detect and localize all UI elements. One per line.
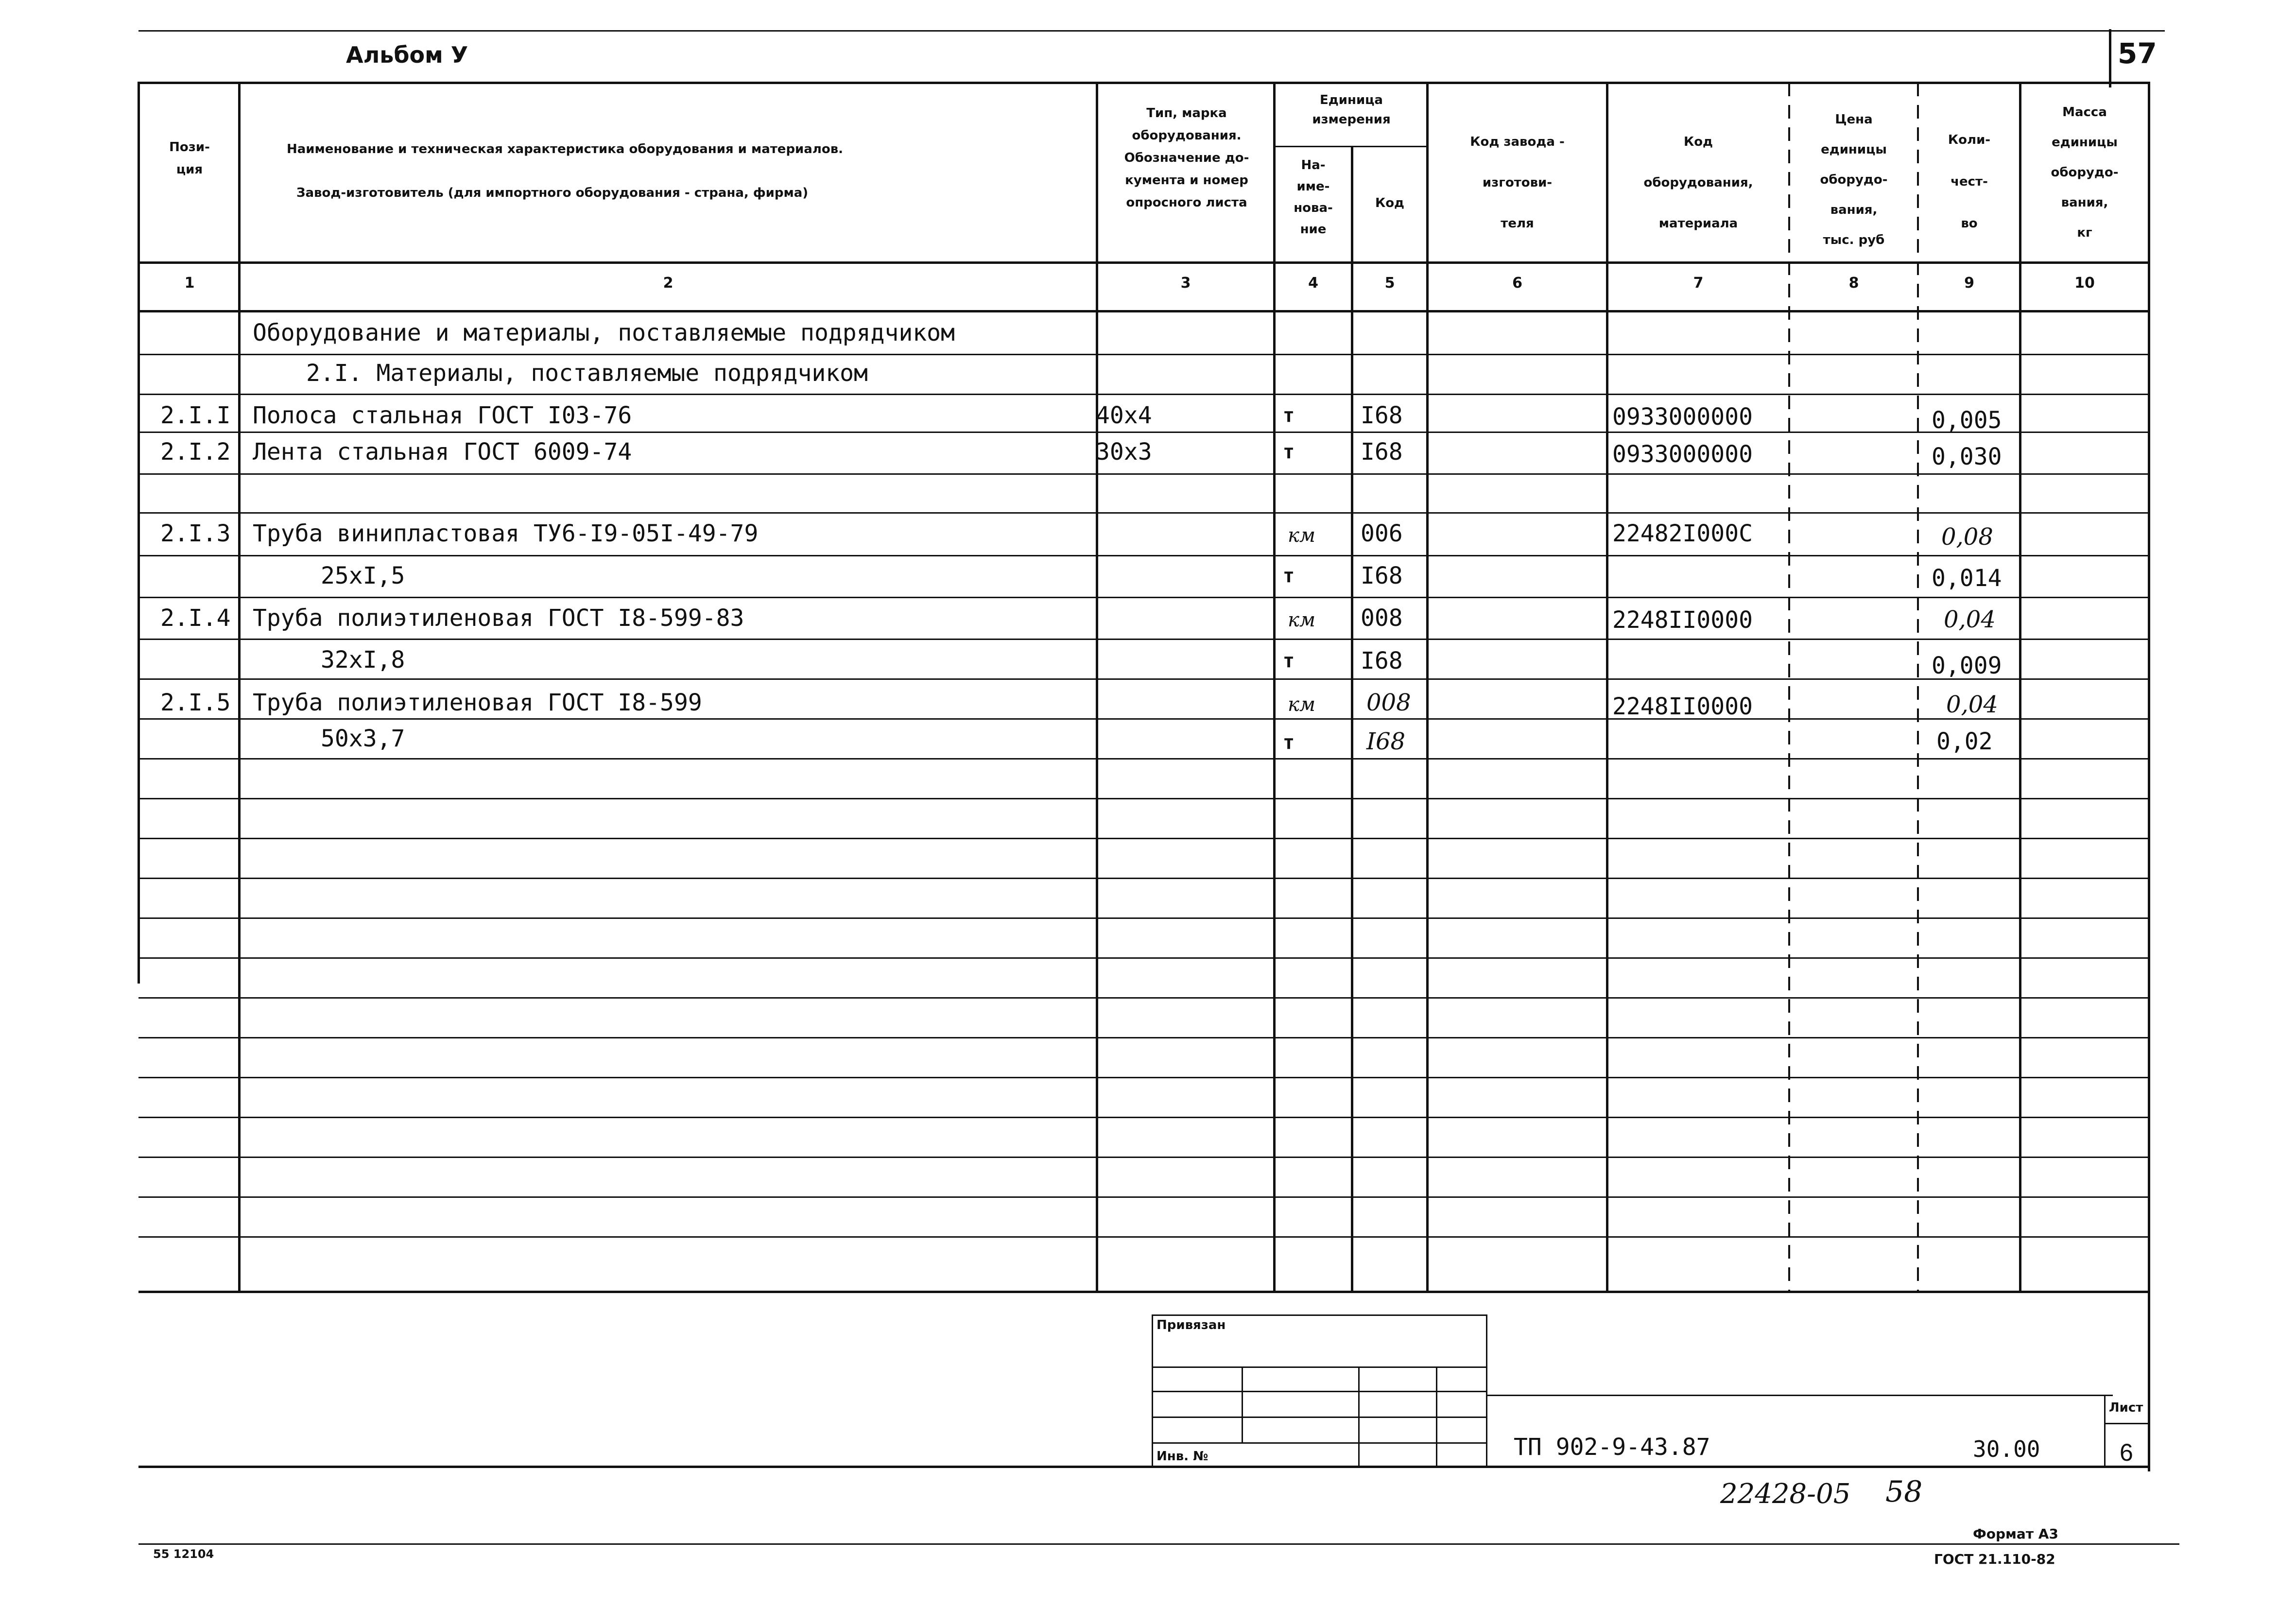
header-type-4: кумента и номер [1125,173,1248,188]
colnum-10: 10 [2074,275,2095,292]
footer-code: 55 12104 [153,1547,214,1561]
row-name: 25xI,5 [321,562,405,589]
header-equip-3: материала [1658,216,1738,231]
header-price-4: вания, [1830,203,1878,217]
row-equip: 0933000000 [1612,441,1753,468]
stamp-section: 30.00 [1973,1436,2040,1462]
header-unit-name-4: ние [1300,222,1327,237]
row-name: Труба полиэтиленовая ГОСТ I8-599-83 [253,605,744,632]
header-equip-2: оборудования, [1643,175,1753,190]
header-qty-2: чест- [1951,174,1988,189]
row-pos: 2.I.2 [160,438,231,466]
colnum-2: 2 [663,275,673,292]
header-qty-1: Коли- [1948,133,1991,147]
header-unit-name-3: нова- [1294,201,1333,215]
row-name: 32xI,8 [321,646,405,674]
header-unit-1: Единица [1320,93,1383,107]
handwritten-archive-number: 22428-05 [1720,1478,1851,1510]
header-price-1: Цена [1835,112,1873,127]
header-qty-3: во [1961,216,1978,231]
row-pos: 2.I.4 [160,605,231,632]
colnum-6: 6 [1512,275,1522,292]
header-price-3: оборудо- [1820,173,1888,187]
row-type: 30x3 [1096,438,1152,466]
row-unit: т [1283,441,1295,463]
colnum-1: 1 [184,275,195,292]
row-code: I68 [1366,728,1406,755]
header-price-5: тыс. руб [1823,233,1885,247]
page-number: 57 [2118,37,2157,70]
row-name: Труба винипластовая ТУ6-I9-05I-49-79 [253,520,759,547]
header-type-2: оборудования. [1132,128,1242,143]
row-equip: 2248II0000 [1612,606,1753,634]
row-name: 50x3,7 [321,725,405,752]
header-type-3: Обозначение до- [1124,151,1249,165]
header-maker-2: изготови- [1482,175,1553,190]
header-name-1: Наименование и техническая характеристика оборудования и материалов. [287,142,844,156]
colnum-4: 4 [1308,275,1318,292]
row-unit: т [1283,404,1295,427]
stamp-sheet-label: Лист [2109,1400,2143,1415]
header-mass-3: оборудо- [2051,165,2119,180]
footer-gost: ГОСТ 21.110-82 [1934,1551,2055,1567]
header-maker-1: Код завода - [1470,135,1565,149]
footer-format: Формат А3 [1973,1526,2058,1542]
row-unit: т [1283,731,1295,754]
colnum-3: 3 [1180,275,1191,292]
row-unit: км [1288,609,1316,631]
row-name: Лента стальная ГОСТ 6009-74 [253,438,632,466]
row-type: 40x4 [1096,402,1152,429]
header-mass-2: единицы [2052,135,2118,150]
row-qty: 0,009 [1932,652,2002,679]
table-row-subsection-title: 2.I. Материалы, поставляемые подрядчиком [306,360,868,387]
row-qty: 0,014 [1932,565,2002,592]
stamp-bound-label: Привязан [1157,1318,1226,1332]
row-unit: т [1283,565,1295,587]
header-mass-5: кг [2077,225,2092,240]
colnum-7: 7 [1693,275,1704,292]
stamp-doc-number: ТП 902-9-43.87 [1514,1434,1710,1461]
row-unit: т [1283,650,1295,672]
row-code: 008 [1366,689,1411,716]
row-qty: 0,02 [1936,728,1993,755]
row-pos: 2.I.5 [160,689,231,716]
row-qty: 0,030 [1932,443,2002,470]
row-code: I68 [1361,647,1403,674]
header-unit-name-1: На- [1301,158,1326,173]
header-price-2: единицы [1821,142,1887,157]
colnum-8: 8 [1848,275,1859,292]
header-mass-1: Масса [2062,105,2107,120]
row-equip: 0933000000 [1612,403,1753,431]
header-equip-1: Код [1683,135,1713,149]
row-code: 006 [1361,520,1403,547]
header-maker-3: теля [1501,216,1534,231]
stamp-sheet-number: 6 [2120,1439,2133,1466]
row-qty: 0,005 [1932,407,2002,434]
row-code: I68 [1361,402,1403,429]
header-unit-name-2: име- [1296,179,1330,194]
row-pos: 2.I.I [160,402,231,429]
header-name-2: Завод-изготовитель (для импортного оборудования - страна, фирма) [296,186,809,200]
row-unit: км [1288,524,1316,547]
colnum-5: 5 [1384,275,1395,292]
stamp-inv-label: Инв. № [1157,1449,1208,1464]
colnum-9: 9 [1964,275,1974,292]
header-type-1: Тип, марка [1146,106,1227,121]
row-name: Труба полиэтиленовая ГОСТ I8-599 [253,689,702,716]
header-unit-2: измерения [1312,112,1391,127]
header-pos-2: ция [176,162,203,177]
row-equip: 2248II0000 [1612,693,1753,720]
row-pos: 2.I.3 [160,520,231,547]
header-unit-code: Код [1375,196,1405,210]
handwritten-page-number: 58 [1885,1475,1923,1509]
table-row-section-title: Оборудование и материалы, поставляемые подрядчиком [253,319,955,346]
header-pos-1: Пози- [169,140,210,155]
row-equip: 22482I000C [1612,520,1753,547]
row-code: 008 [1361,605,1403,632]
row-qty: 0,04 [1946,691,1998,718]
row-qty: 0,08 [1941,523,1993,551]
header-mass-4: вания, [2061,195,2108,210]
row-qty: 0,04 [1944,606,1996,633]
album-title: Альбом У [346,42,468,68]
row-code: I68 [1361,438,1403,466]
row-unit: км [1288,693,1316,716]
header-type-5: опросного листа [1126,195,1247,210]
row-code: I68 [1361,562,1403,589]
row-name: Полоса стальная ГОСТ I03-76 [253,402,632,429]
